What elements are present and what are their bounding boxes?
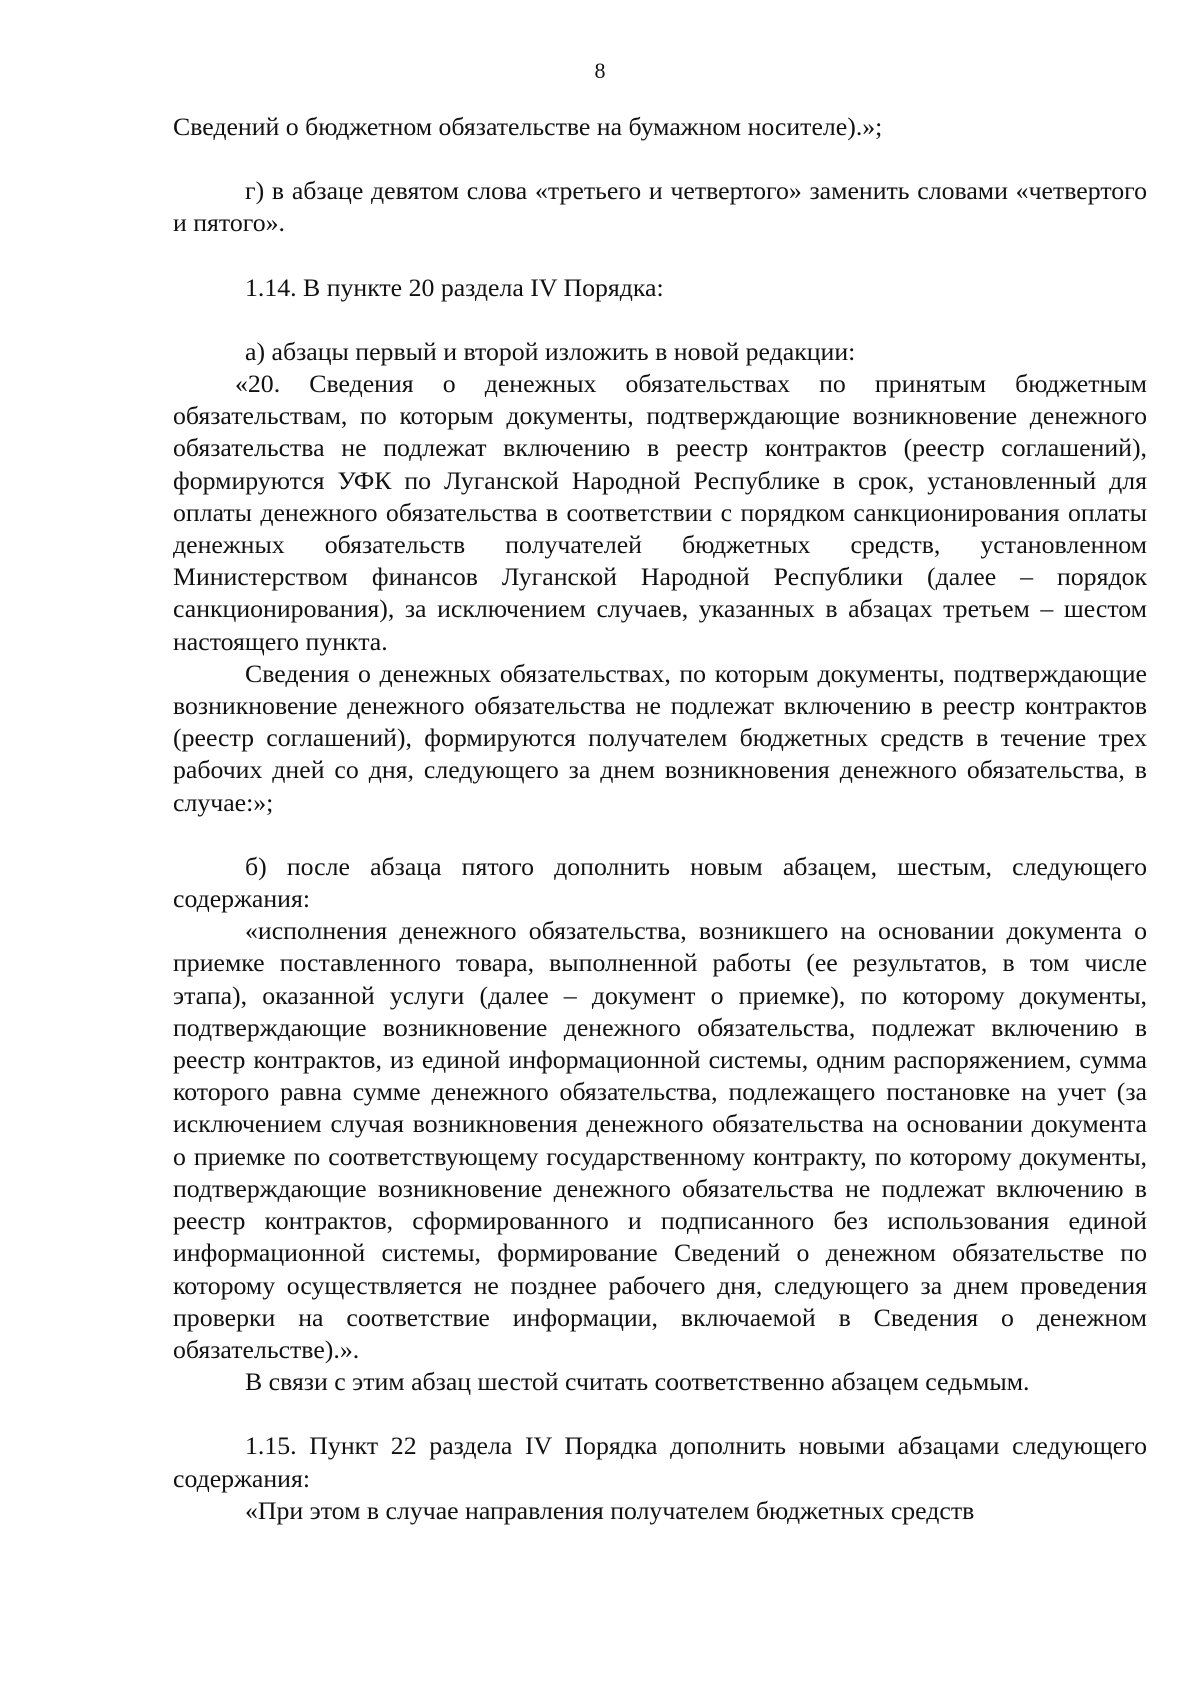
document-body [173, 111, 1147, 1527]
paragraph-item-b: б) после абзаца пятого дополнить новым абзацем, шестым, следующего содержания: [173, 851, 1147, 914]
paragraph-quote-22: «При этом в случае направления получателем бюджетных средств [245, 1495, 975, 1525]
paragraph-quote-20-second: Сведения о денежных обязательствах, по которым документы, подтверждающие возникновение денежного обязательства не подлежат включению в реестр контрактов (реестр соглашений), формируются получателем бюджетных средств в течение трех рабочих дней со дня, следующего за днем возникновения денежного обязательства, в случае:»; [173, 658, 1147, 817]
paragraph-quote-new-abzac: «исполнения денежного обязательства, возникшего на основании документа о приемке поставленного товара, выполненной работы (ее результатов, в том числе этапа), оказанной услуги (далее – документ о приемке), по которому документы, подтверждающие возникновение денежного обязательства, подлежат включению в реестр контрактов, из единой информационной системы, одним распоряжением, сумма которого равна сумме денежного обязательства, подлежащего постановке на учет (за исключением случая возникновения денежного обязательства на основании документа о приемке по соответствующему государственному контракту, по которому документы, подтверждающие возникновение денежного обязательства не подлежат включению в реестр контрактов, сформированного и подписанного без использования единой информационной системы, формирование Сведений о денежном обязательстве по которому осуществляется не позднее рабочего дня, следующего за днем проведения проверки на соответствие информации, включаемой в Сведения о денежном обязательстве).». [173, 916, 1147, 1364]
paragraph-item-g: г) в абзаце девятом слова «третьего и четвертого» заменить словами «четвертого и пятого». [173, 176, 1147, 238]
paragraph-renumbering: В связи с этим абзац шестой считать соответственно абзацем седьмым. [245, 1367, 1030, 1397]
page-number: 8 [594, 58, 606, 83]
paragraph-continuation: Сведений о бюджетном обязательстве на бумажном носителе).»; [173, 112, 883, 141]
paragraph-section-1-15: 1.15. Пункт 22 раздела IV Порядка дополнить новыми абзацами следующего содержания: [173, 1431, 1147, 1493]
paragraph-item-a: а) абзацы первый и второй изложить в новой редакции: [245, 336, 856, 366]
paragraph-quote-20: «20. Сведения о денежных обязательствах по принятым бюджетным обязательствам, по которым документы, подтверждающие возникновение денежного обязательства не подлежат включению в реестр контрактов (реестр соглашений), формируются УФК по Луганской Народной Республике в срок, установленный для оплаты денежного обязательства в соответствии с порядком санкционирования оплаты денежных обязательств получателей бюджетных средств, установленном Министерством финансов Луганской Народной Республики (далее – порядок санкционирования), за исключением случаев, указанных в абзацах третьем – шестом настоящего пункта. [173, 369, 1147, 656]
paragraph-section-1-14: 1.14. В пункте 20 раздела IV Порядка: [245, 272, 664, 302]
